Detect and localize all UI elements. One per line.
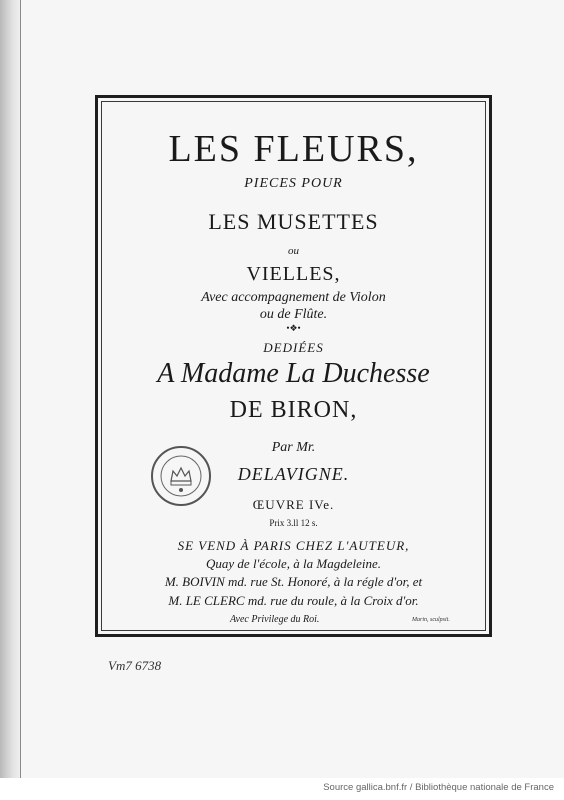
work-title: LES FLEURS, — [168, 128, 419, 170]
dedication-label: DEDIÉES — [263, 340, 324, 355]
publisher-line-1: SE VEND À PARIS CHEZ L'AUTEUR, — [177, 538, 410, 553]
shelfmark-handwritten: Vm7 6738 — [108, 658, 162, 673]
accompaniment-line2: ou de Flûte. — [259, 307, 328, 322]
engraver-credit: Marin, sculpsit. — [412, 617, 450, 623]
connector-ou: ou — [288, 245, 299, 257]
dedicatee-line: A Madame La Duchesse — [157, 358, 430, 389]
royal-privilege: Avec Privilege du Roi. — [230, 614, 320, 625]
book-spine — [0, 0, 22, 778]
footer-bar — [0, 778, 564, 800]
composer-name: DELAVIGNE. — [237, 464, 350, 484]
publisher-line-3: M. BOIVIN md. rue St. Honoré, à la régle d'or, et — [164, 574, 423, 589]
by-label: Par Mr. — [271, 440, 316, 455]
library-stamp-icon — [151, 446, 211, 506]
ornament-icon: •❖• — [286, 323, 301, 333]
dedicatee-name: DE BIRON, — [229, 397, 358, 423]
publisher-line-4: M. LE CLERC md. rue du roule, à la Croix d'or. — [168, 593, 419, 608]
accompaniment-line1: Avec accompagnement de Violon — [201, 290, 386, 305]
subtitle-vielles: VIELLES, — [246, 263, 341, 285]
subtitle-musettes: LES MUSETTES — [208, 209, 379, 234]
price-label: Prix 3.ll 12 s. — [269, 518, 318, 528]
source-credit: Source gallica.bnf.fr / Bibliothèque nationale de France — [323, 782, 554, 793]
opus-number: ŒUVRE IVe. — [252, 497, 335, 512]
publisher-line-2: Quay de l'école, à la Magdeleine. — [206, 556, 381, 571]
subtitle-pieces-pour: PIECES POUR — [244, 176, 343, 191]
